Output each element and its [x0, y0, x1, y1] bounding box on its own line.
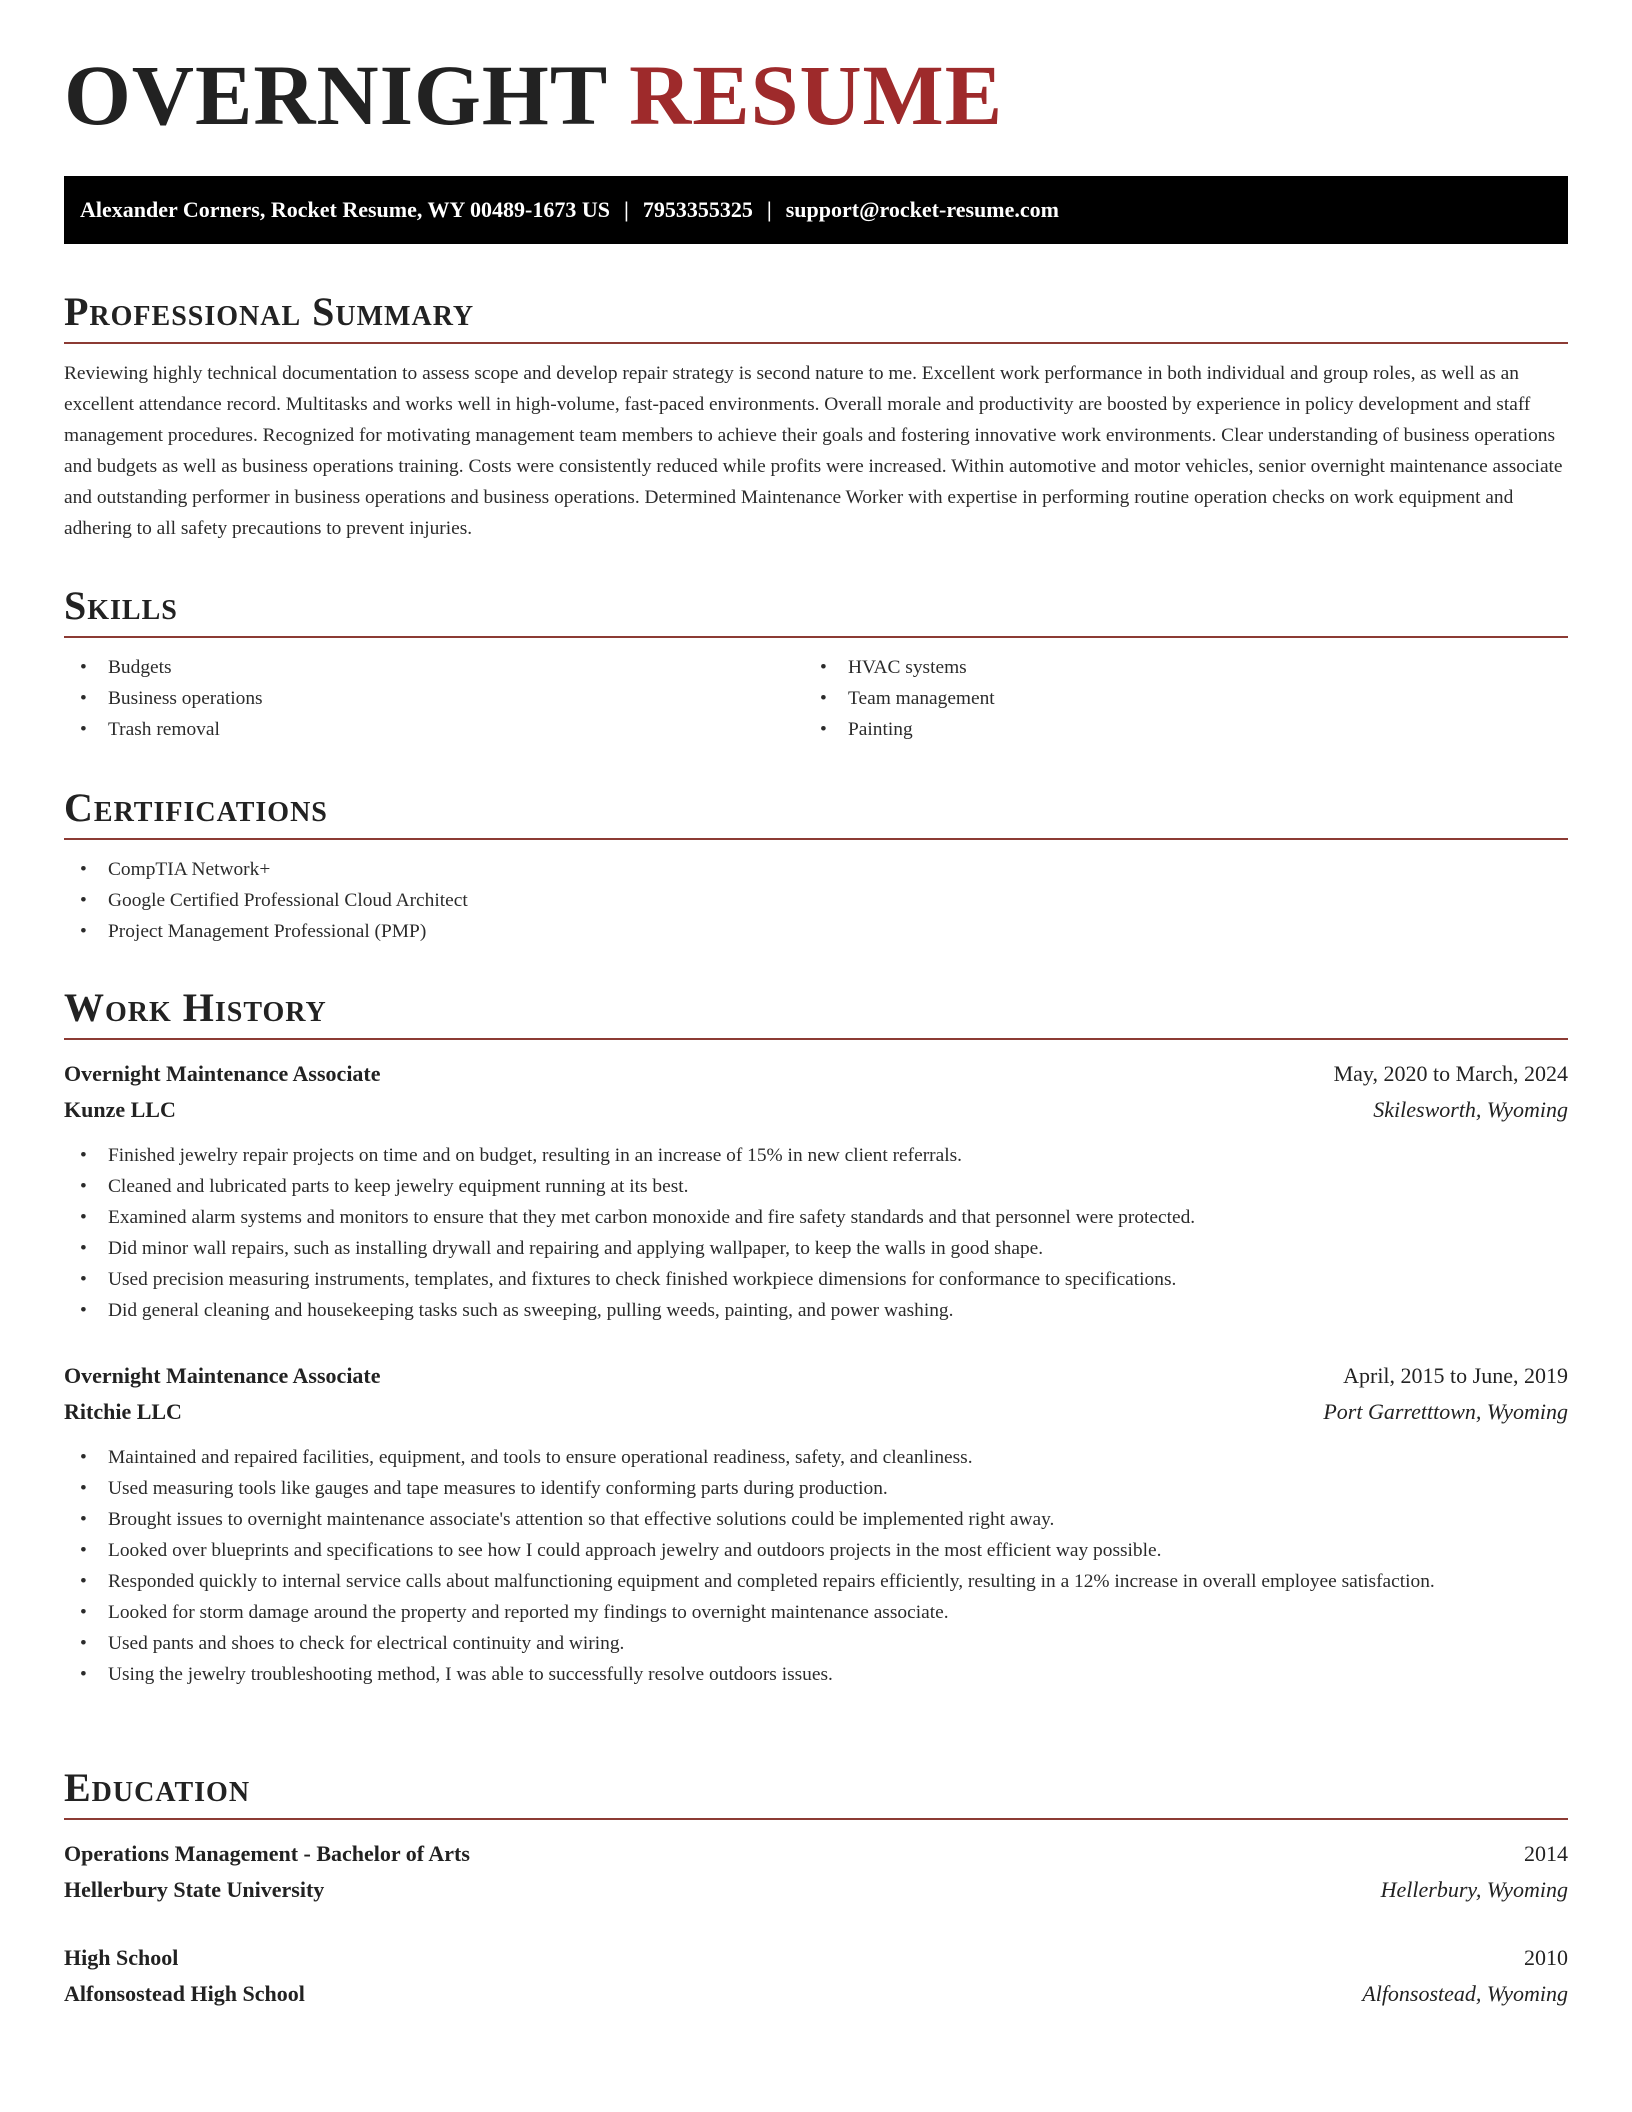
- job-bullet: • Maintained and repaired facilities, equipment, and tools to ensure operational readiness, safety, and cleanliness.: [64, 1442, 1568, 1473]
- section-divider: [64, 1818, 1568, 1820]
- job-bullet: • Brought issues to overnight maintenance associate's attention so that effective solutions could be implemented right away.: [64, 1504, 1568, 1535]
- section-divider: [64, 838, 1568, 840]
- skills-heading: Skills: [64, 583, 178, 628]
- job-bullet: • Did minor wall repairs, such as installing drywall and repairing and applying wallpaper, to keep the walls in good shape.: [64, 1233, 1568, 1264]
- contact-bar: [64, 176, 1568, 244]
- skill-item: • Painting: [804, 714, 1544, 745]
- job-header-row: [64, 1056, 1568, 1092]
- job-bullet: • Used measuring tools like gauges and tape measures to identify conforming parts during production.: [64, 1473, 1568, 1504]
- contact-email[interactable]: support@rocket-resume.com: [785, 197, 1059, 222]
- job-bullet: • Looked over blueprints and specifications to see how I could approach jewelry and outdoors projects in the most efficient way possible.: [64, 1535, 1568, 1566]
- education-section: [64, 1764, 1568, 2012]
- job-dates: May, 2020 to March, 2024: [1333, 1061, 1568, 1086]
- summary-heading: Professional Summary: [64, 289, 475, 334]
- job-bullets: [64, 1140, 1568, 1326]
- job-company: Kunze LLC: [64, 1097, 176, 1122]
- contact-address: Alexander Corners, Rocket Resume, WY 00489-1673 US: [80, 197, 610, 222]
- job-bullet: • Using the jewelry troubleshooting method, I was able to successfully resolve outdoors issues.: [64, 1659, 1568, 1690]
- skills-section: [64, 582, 1568, 745]
- education-header-row: [64, 1940, 1568, 1976]
- education-school-row: [64, 1872, 1568, 1908]
- skill-item: • Budgets: [64, 652, 804, 683]
- education-degree: High School: [64, 1945, 179, 1970]
- education-school: Alfonsostead High School: [64, 1981, 305, 2006]
- section-divider: [64, 1038, 1568, 1040]
- job-entry: [64, 1056, 1568, 1326]
- certification-item: • Google Certified Professional Cloud Architect: [64, 885, 1568, 916]
- job-bullet: • Used precision measuring instruments, templates, and fixtures to check finished workpiece dimensions for conformance to specifications.: [64, 1264, 1568, 1295]
- education-entry: [64, 1836, 1568, 1908]
- name-first: OVERNIGHT: [64, 47, 607, 143]
- job-title: Overnight Maintenance Associate: [64, 1363, 381, 1388]
- job-bullet: • Examined alarm systems and monitors to ensure that they met carbon monoxide and fire safety standards and that personnel were protected.: [64, 1202, 1568, 1233]
- section-divider: [64, 636, 1568, 638]
- resume-page: [64, 47, 1568, 2006]
- resume-name: [64, 47, 1568, 154]
- education-degree: Operations Management - Bachelor of Arts: [64, 1841, 470, 1866]
- education-location: Alfonsostead, Wyoming: [1362, 1981, 1568, 2006]
- section-divider: [64, 342, 1568, 344]
- skill-item: • Team management: [804, 683, 1544, 714]
- work-history-heading: Work History: [64, 985, 327, 1030]
- certification-item: • Project Management Professional (PMP): [64, 916, 1568, 947]
- education-school-row: [64, 1976, 1568, 2012]
- skill-item: • HVAC systems: [804, 652, 1544, 683]
- job-title: Overnight Maintenance Associate: [64, 1061, 381, 1086]
- job-bullet: • Used pants and shoes to check for electrical continuity and wiring.: [64, 1628, 1568, 1659]
- job-bullet: • Looked for storm damage around the property and reported my findings to overnight maintenance associate.: [64, 1597, 1568, 1628]
- job-header-row: [64, 1358, 1568, 1394]
- education-school: Hellerbury State University: [64, 1877, 325, 1902]
- education-header-row: [64, 1836, 1568, 1872]
- certifications-list: [64, 854, 1568, 947]
- job-bullet: • Did general cleaning and housekeeping tasks such as sweeping, pulling weeds, painting, and power washing.: [64, 1295, 1568, 1326]
- job-bullet: • Responded quickly to internal service calls about malfunctioning equipment and completed repairs efficiently, resulting in a 12% increase in overall employee satisfaction.: [64, 1566, 1568, 1597]
- education-heading: Education: [64, 1765, 251, 1810]
- contact-phone: 7953355325: [642, 197, 753, 222]
- job-location: Port Garretttown, Wyoming: [1323, 1399, 1568, 1424]
- job-location: Skilesworth, Wyoming: [1373, 1097, 1568, 1122]
- education-entry: [64, 1940, 1568, 2012]
- job-bullet: • Cleaned and lubricated parts to keep jewelry equipment running at its best.: [64, 1171, 1568, 1202]
- job-company: Ritchie LLC: [64, 1399, 182, 1424]
- certifications-section: [64, 784, 1568, 947]
- work-history-section: [64, 984, 1568, 1690]
- job-dates: April, 2015 to June, 2019: [1343, 1363, 1568, 1388]
- name-last: RESUME: [629, 47, 1004, 143]
- education-year: 2010: [1524, 1945, 1568, 1970]
- contact-separator: |: [766, 197, 772, 222]
- skills-grid: [64, 652, 1568, 745]
- skills-right-column: [804, 652, 1544, 745]
- skills-left-column: [64, 652, 804, 745]
- certifications-heading: Certifications: [64, 785, 328, 830]
- contact-separator: |: [624, 197, 629, 222]
- skill-item: • Trash removal: [64, 714, 804, 745]
- job-company-row: [64, 1092, 1568, 1128]
- job-bullets: [64, 1442, 1568, 1690]
- job-company-row: [64, 1394, 1568, 1430]
- education-location: Hellerbury, Wyoming: [1380, 1877, 1568, 1902]
- summary-text: Reviewing highly technical documentation to assess scope and develop repair strategy is second nature to me. Excellent work performance in both individual and group roles, as well as an excellent attendance record. Multitasks and works well in high-volume, fast-paced environments. Overall morale and productivity are boosted by experience in policy development and staff management procedures. Recognized for motivating management team members to achieve their goals and fostering innovative work environments. Clear understanding of business operations and budgets as well as business operations training. Costs were consistently reduced while profits were increased. Within automotive and motor vehicles, senior overnight maintenance associate and outstanding performer in business operations and business operations. Determined Maintenance Worker with expertise in performing routine operation checks on work equipment and adhering to all safety precautions to prevent injuries.: [64, 363, 1563, 539]
- certification-item: • CompTIA Network+: [64, 854, 1568, 885]
- education-year: 2014: [1524, 1841, 1568, 1866]
- skill-item: • Business operations: [64, 683, 804, 714]
- job-entry: [64, 1358, 1568, 1690]
- job-bullet: • Finished jewelry repair projects on time and on budget, resulting in an increase of 15% in new client referrals.: [64, 1140, 1568, 1171]
- summary-section: [64, 288, 1568, 544]
